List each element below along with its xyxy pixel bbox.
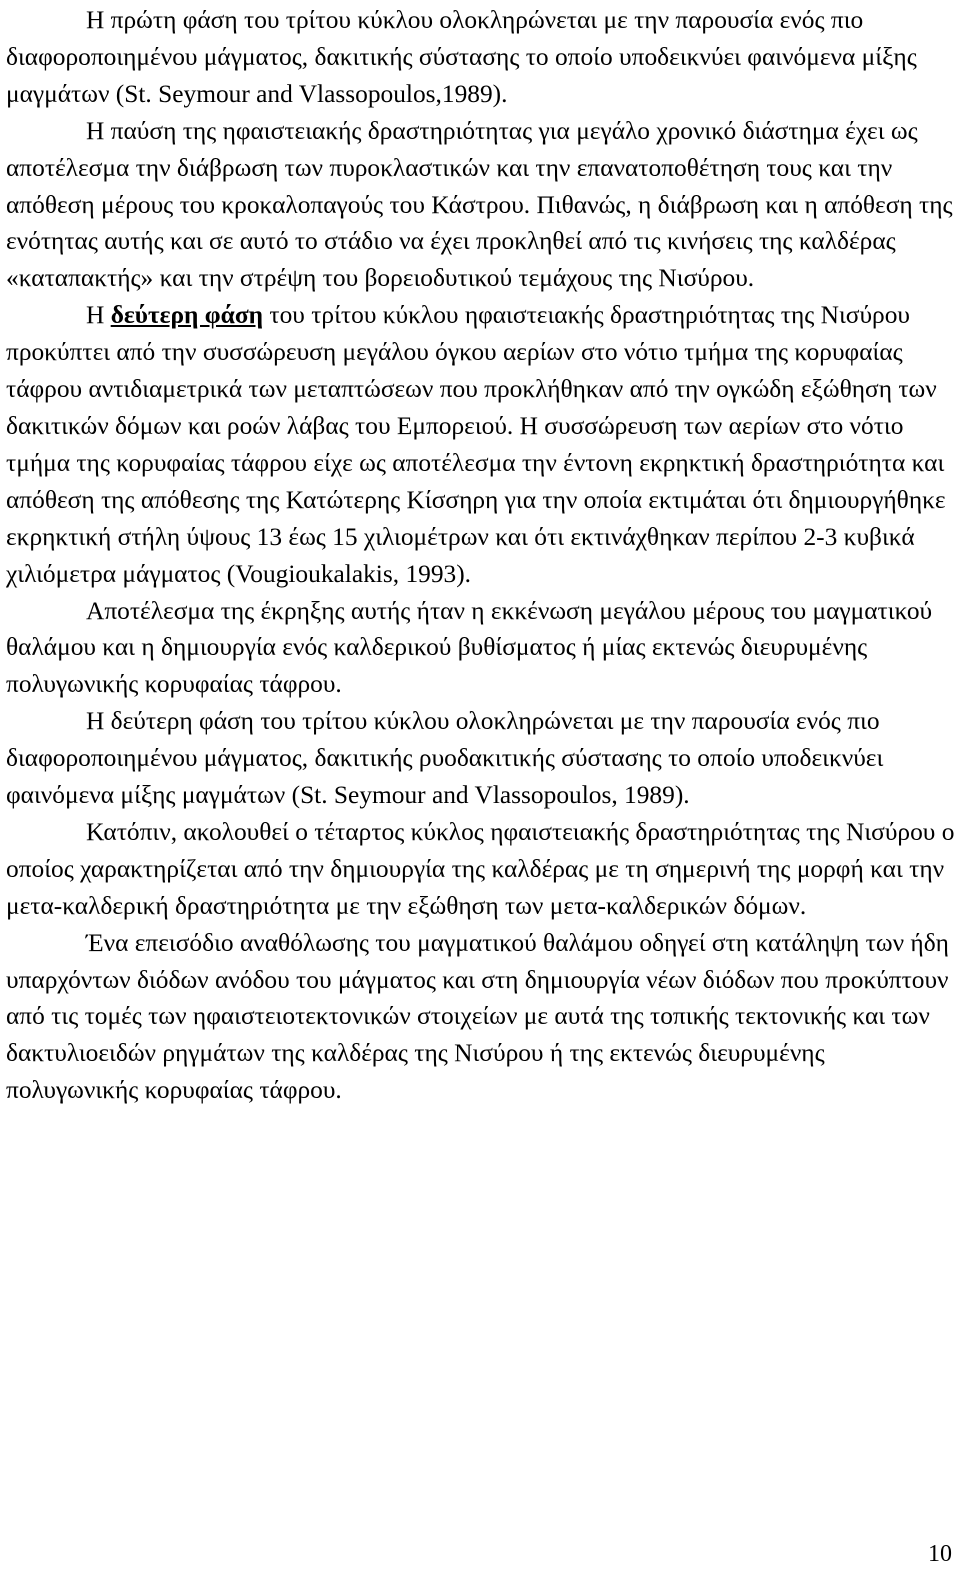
document-body [6,2,956,1109]
paragraph-5: Η δεύτερη φάση του τρίτου κύκλου ολοκληρώνεται με την παρουσία ενός πιο διαφοροποιημένου μάγματος, δακιτικής ρυοδακιτικής σύστασης το οποίο υποδεικνύει φαινόμενα μίξης μαγμάτων (St. Seymour and Vlassopoulos, 1989). [6,707,884,810]
paragraph-6: Κατόπιν, ακολουθεί ο τέταρτος κύκλος ηφαιστειακής δραστηριότητας της Νισύρου ο οποίος χαρακτηρίζεται από την δημιουργία της καλδέρας με τη σημερινή της μορφή και την μετα-καλδερική δραστηριότητα με την εξώθηση των μετα-καλδερικών δόμων. [6,817,955,920]
paragraph-3-lead: Η [86,301,111,330]
paragraph-1: Η πρώτη φάση του τρίτου κύκλου ολοκληρώνεται με την παρουσία ενός πιο διαφοροποιημένου μάγματος, δακιτικής σύστασης το οποίο υποδεικνύει φαινόμενα μίξης μαγμάτων (St. Seymour and Vlassopoulos,1989). [6,6,917,108]
paragraph-3-body: του τρίτου κύκλου ηφαιστειακής δραστηριότητας της Νισύρου προκύπτει από την συσσώρευση μεγάλου όγκου αερίων στο νότιο τμήμα της κορυφαίας τάφρου αντιδιαμετρικά των μεταπτώσεων που προκλήθηκαν από την ογκώδη εξώθηση των δακιτικών δόμων και ροών λάβας του Εμπορειού. Η συσσώρευση των αερίων στο νότιο τμήμα της κορυφαίας τάφρου είχε ως αποτέλεσμα την έντονη εκρηκτική δραστηριότητα και απόθεση της απόθεσης της Κατώτερης Κίσσηρη για την οποία εκτιμάται ότι δημιουργήθηκε εκρηκτική στήλη ύψους 13 έως 15 χιλιομέτρων και ότι εκτινάχθηκαν περίπου 2-3 κυβικά χιλιόμετρα μάγματος (Vougioukalakis, 1993). [6,301,946,588]
paragraph-2: Η παύση της ηφαιστειακής δραστηριότητας για μεγάλο χρονικό διάστημα έχει ως αποτέλεσμα την διάβρωση των πυροκλαστικών και την επανατοποθέτηση τους και την απόθεση μέρους του κροκαλοπαγούς του Κάστρου. Πιθανώς, η διάβρωση και η απόθεση της ενότητας αυτής και σε αυτό το στάδιο να έχει προκληθεί από τις κινήσεις της καλδέρας «καταπακτής» και την στρέψη του βορειοδυτικού τεμάχους της Νισύρου. [6,116,953,293]
emphasized-term: δεύτερη φάση [110,301,264,330]
page-number: 10 [928,1541,952,1567]
paragraph-4: Αποτέλεσμα της έκρηξης αυτής ήταν η εκκένωση μεγάλου μέρους του μαγματικού θαλάμου και η δημιουργία ενός καλδερικού βυθίσματος ή μίας εκτενώς διευρυμένης πολυγωνικής κορυφαίας τάφρου. [6,596,933,699]
paragraph-7: Ένα επεισόδιο αναθόλωσης του μαγματικού θαλάμου οδηγεί στη κατάληψη των ήδη υπαρχόντων διόδων ανόδου του μάγματος και στη δημιουργία νέων διόδων που προκύπτουν από τις τομές των ηφαιστειοτεκτονικών στοιχείων με αυτά της τοπικής τεκτονικής και των δακτυλιοειδών ρηγμάτων της καλδέρας της Νισύρου ή της εκτενώς διευρυμένης πολυγωνικής κορυφαίας τάφρου. [6,928,949,1105]
paragraph-3 [6,297,956,592]
